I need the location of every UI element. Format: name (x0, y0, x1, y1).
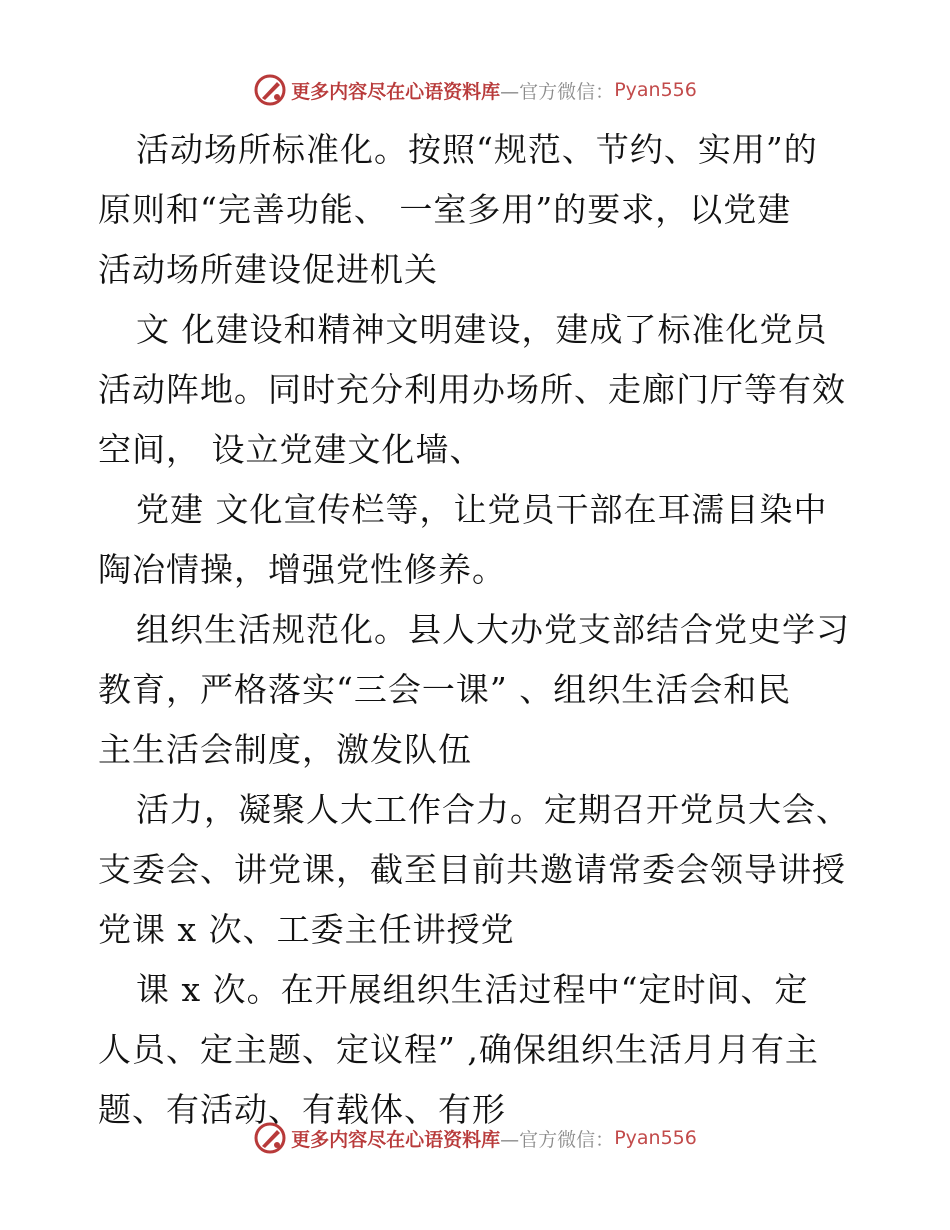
text-line: 党建 文化宣传栏等，让党员干部在耳濡目染中 (136, 490, 828, 529)
paragraph (98, 120, 858, 300)
text-line: 教育，严格落实“三会一课” 、组织生活会和民 (98, 670, 792, 709)
banner-wechat-id: Pyan556 (614, 1127, 697, 1149)
text-line: 党课 x 次、工委主任讲授党 (98, 910, 515, 949)
text-line: 组织生活规范化。县人大办党支部结合党史学习 (136, 610, 850, 649)
text-line: 支委会、讲党课，截至目前共邀请常委会领导讲授 (98, 850, 846, 889)
paragraph (98, 780, 858, 960)
text-line: 课 x 次。在开展组织生活过程中“定时间、定 (136, 970, 809, 1009)
paragraph (98, 960, 858, 1140)
header-watermark-banner (0, 70, 950, 110)
text-line: 陶冶情操，增强党性修养。 (98, 550, 506, 589)
quill-seal-icon (253, 1121, 287, 1155)
text-line: 活动阵地。同时充分利用办场所、走廊门厅等有效 (98, 370, 846, 409)
banner-wechat-id: Pyan556 (614, 79, 697, 101)
text-line: 活动场所建设促进机关 (98, 250, 438, 289)
banner-wechat-label: —官方微信： (500, 1128, 615, 1151)
text-line: 活力，凝聚人大工作合力。定期召开党员大会、 (136, 790, 850, 829)
text-line: 主生活会制度，激发队伍 (98, 730, 472, 769)
banner-main-text: 更多内容尽在心语资料库 (291, 80, 501, 103)
paragraph (98, 300, 858, 480)
paragraph (98, 600, 858, 780)
quill-seal-icon (253, 73, 287, 107)
text-line: 题、有活动、有载体、有形 (98, 1090, 506, 1129)
text-line: 文 化建设和精神文明建设，建成了标准化党员 (136, 310, 828, 349)
document-body (98, 120, 858, 1140)
text-line: 人员、定主题、定议程” ,确保组织生活月月有主 (98, 1030, 819, 1069)
text-line: 空间， 设立党建文化墙、 (98, 430, 484, 469)
text-line: 原则和“完善功能、 一室多用”的要求，以党建 (98, 190, 792, 229)
banner-main-text: 更多内容尽在心语资料库 (291, 1128, 501, 1151)
footer-watermark-banner (0, 1118, 950, 1158)
banner-wechat-label: —官方微信： (500, 80, 615, 103)
text-line: 活动场所标准化。按照“规范、节约、实用”的 (136, 130, 818, 169)
paragraph (98, 480, 858, 600)
